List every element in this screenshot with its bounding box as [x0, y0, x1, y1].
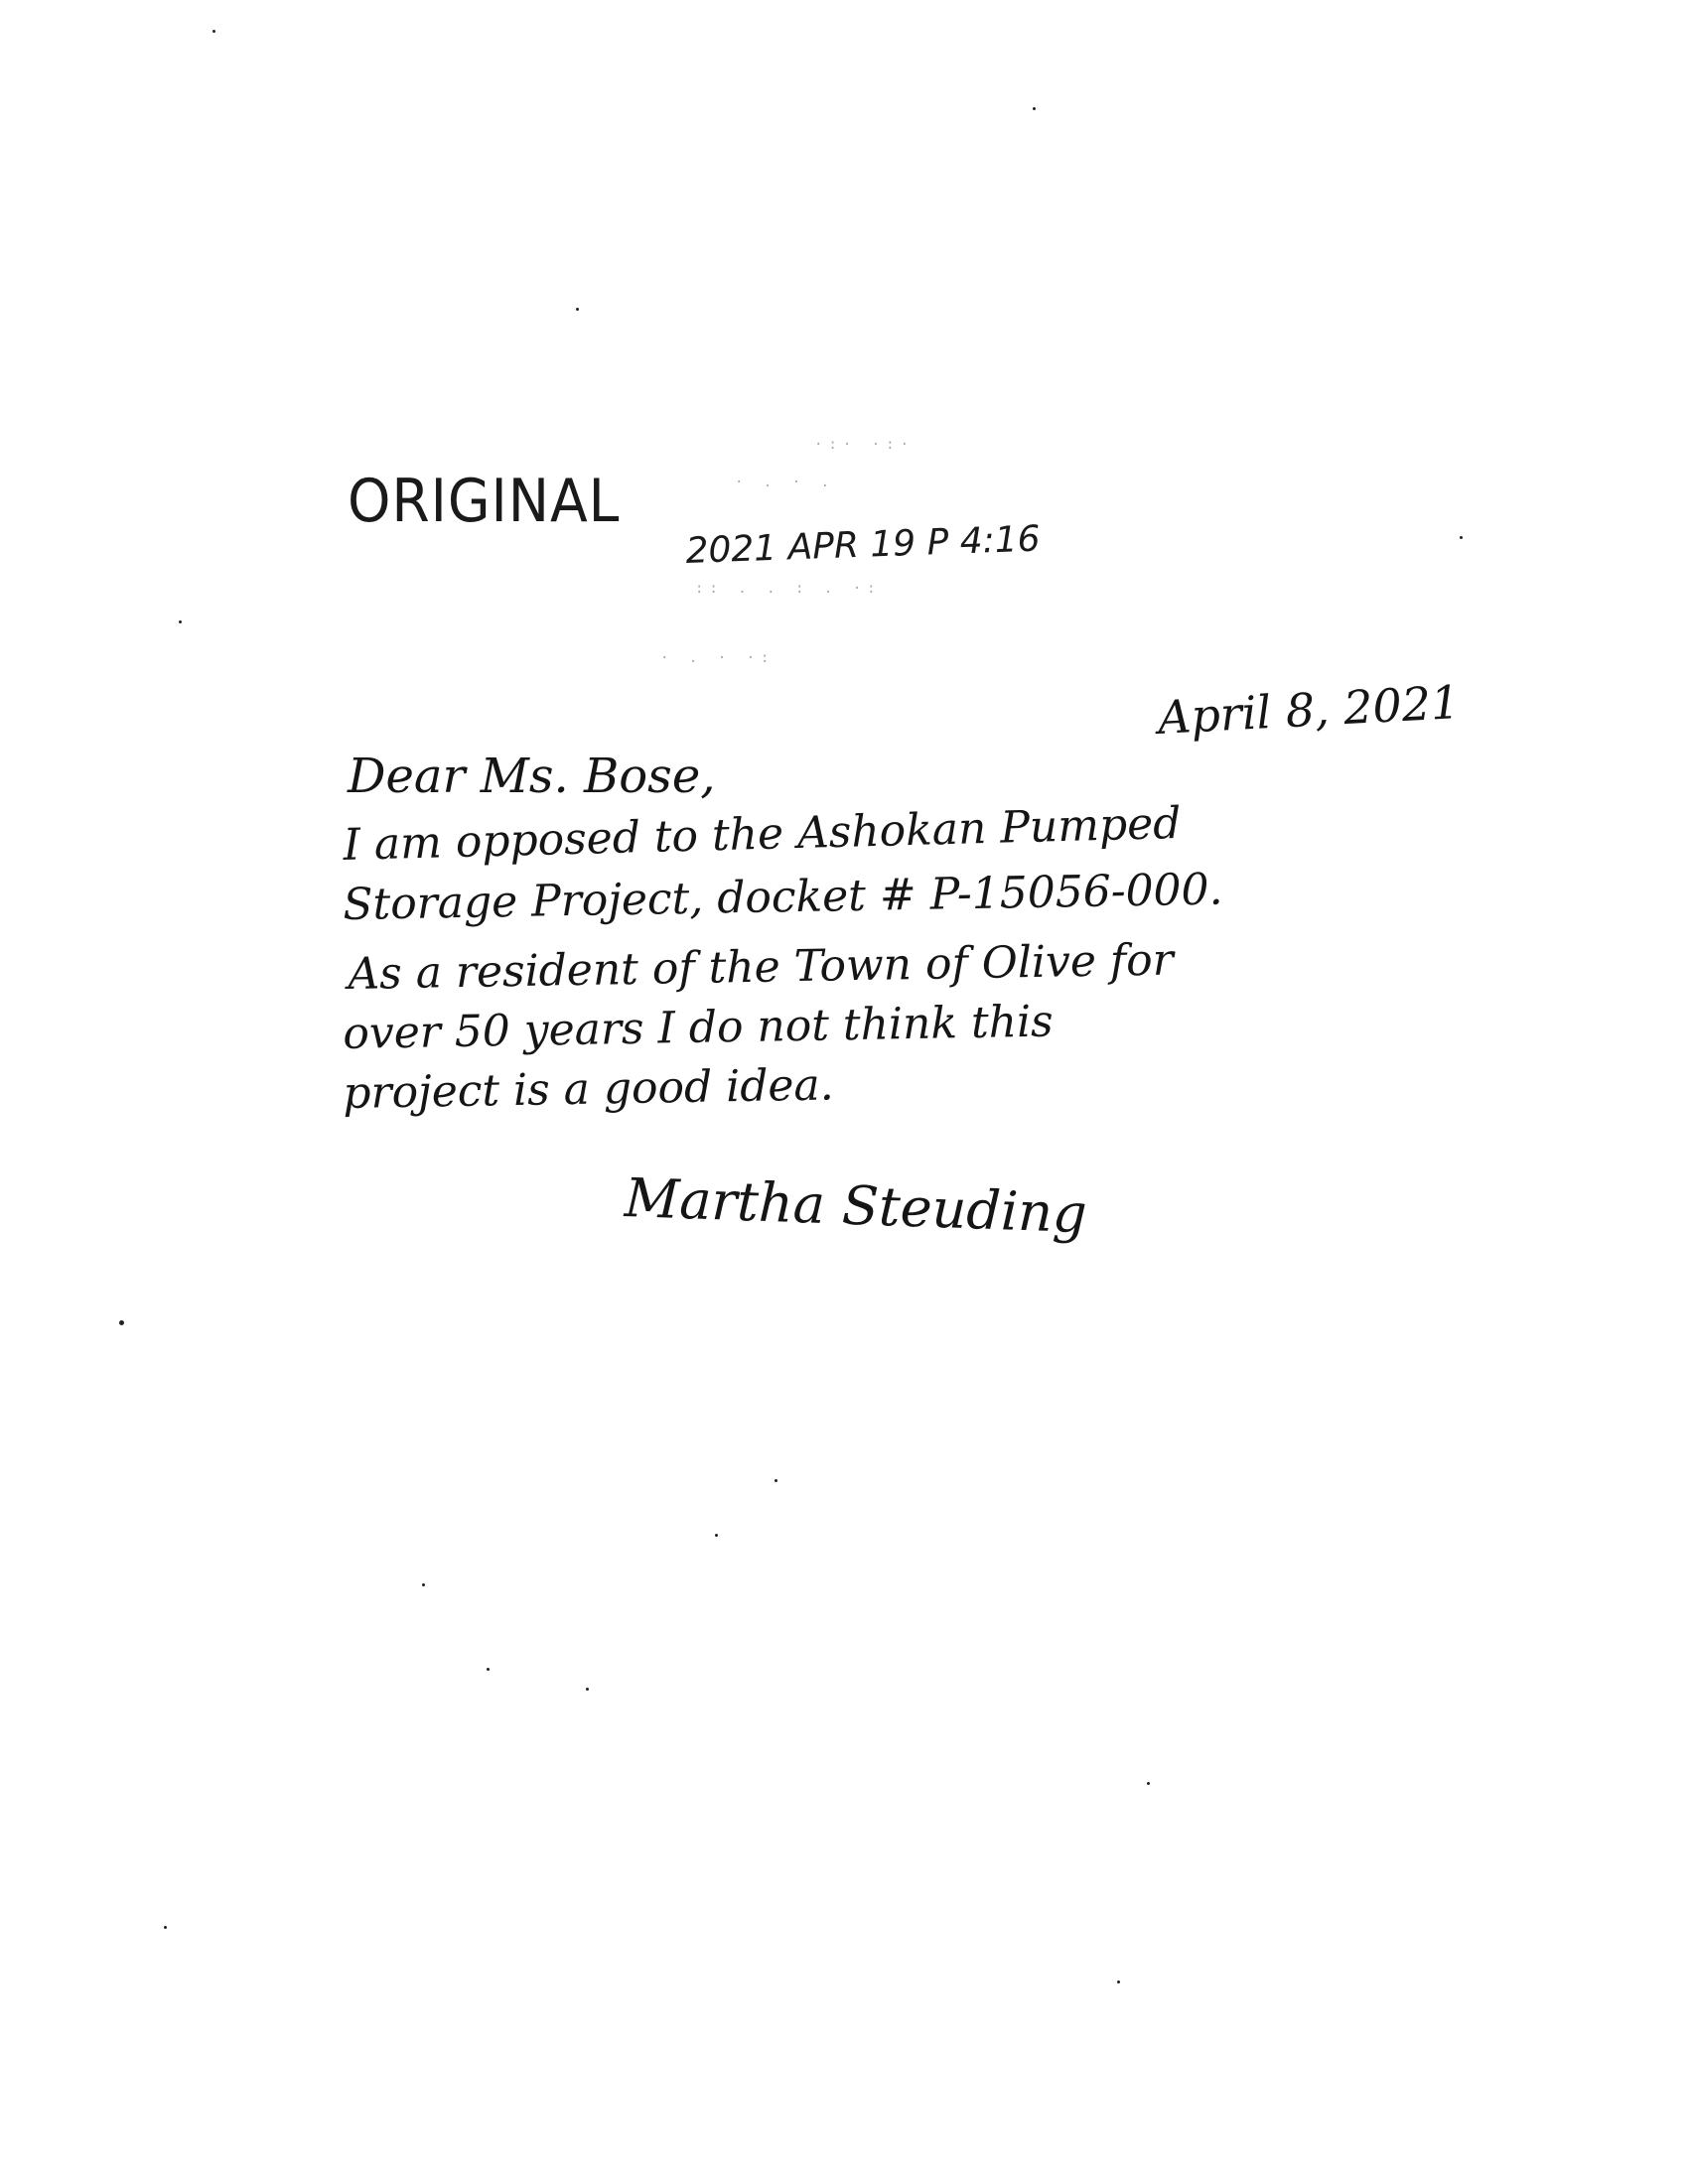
- salutation: Dear Ms. Bose,: [348, 749, 716, 804]
- scan-speck: [119, 1320, 124, 1325]
- letter-body-line: project is a good idea.: [342, 1059, 835, 1119]
- letter-body-line: As a resident of the Town of Olive for: [347, 934, 1175, 1000]
- scan-speck: [1460, 536, 1463, 539]
- original-stamp: ORIGINAL: [348, 467, 621, 536]
- scan-speck: [576, 308, 579, 311]
- faint-stamp-mark: · . · .: [735, 475, 836, 490]
- scan-speck: [1033, 107, 1036, 110]
- faint-stamp-mark: ·:· ·:·: [814, 437, 916, 453]
- scan-speck: [179, 620, 182, 623]
- scan-speck: [212, 30, 215, 33]
- scan-speck: [487, 1668, 490, 1671]
- scan-speck: [1117, 1980, 1120, 1983]
- letter-body-line: I am opposed to the Ashokan Pumped: [342, 797, 1182, 871]
- letter-body-line: over 50 years I do not think this: [342, 996, 1055, 1059]
- scan-speck: [164, 1926, 167, 1929]
- letter-date: April 8, 2021: [1156, 675, 1462, 745]
- scan-speck: [775, 1479, 777, 1482]
- faint-stamp-mark: · . · ·:: [660, 650, 776, 666]
- letter-body-line: Storage Project, docket # P-15056-000.: [342, 864, 1223, 930]
- scan-speck: [422, 1583, 425, 1586]
- signature: Martha Steuding: [623, 1166, 1088, 1246]
- received-date-stamp: 2021 APR 19 P 4:16: [684, 518, 1042, 572]
- scan-speck: [586, 1688, 589, 1691]
- faint-stamp-mark: :: . . : . ·:: [695, 581, 882, 597]
- scan-speck: [715, 1534, 718, 1537]
- scan-speck: [1147, 1782, 1150, 1785]
